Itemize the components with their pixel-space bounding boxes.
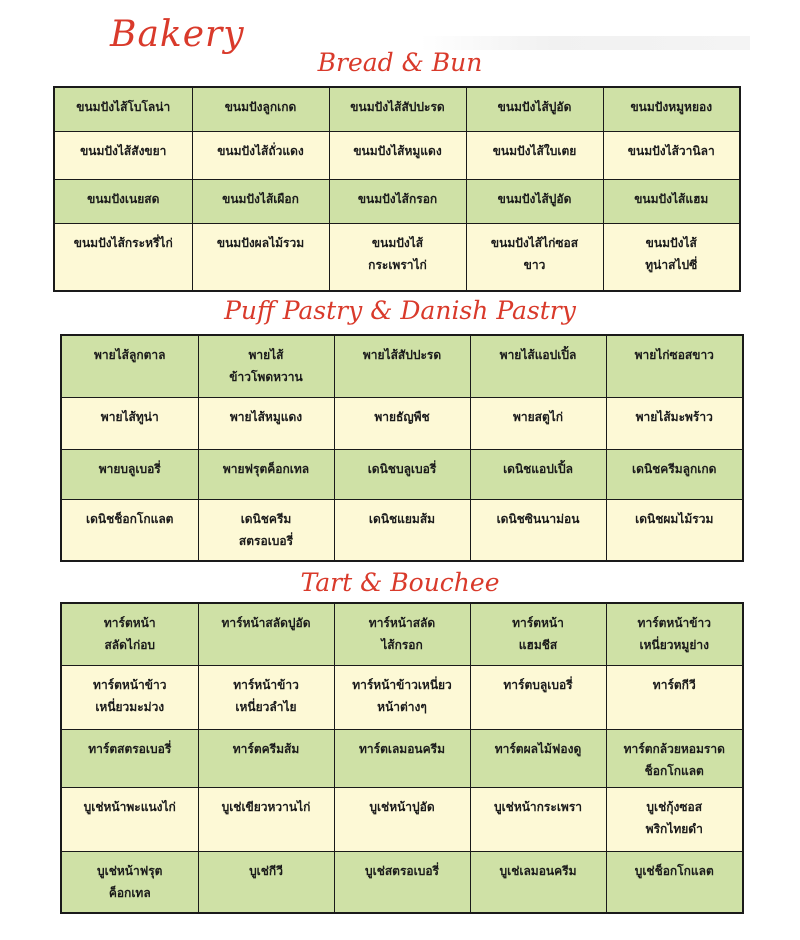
menu-cell: บูเช่กีวี	[198, 851, 334, 913]
menu-cell: ขนมปังไส้ กระเพราไก่	[329, 223, 466, 291]
menu-cell: ขนมปังไส้สัปปะรด	[329, 87, 466, 131]
menu-cell: ขนมปังไส้วานิลา	[603, 131, 740, 179]
tart-bouchee-table	[60, 602, 744, 914]
menu-cell: ทาร์หน้าข้าวเหนี่ยว หน้าต่างๆ	[334, 665, 470, 729]
menu-cell: ทาร์ตเลมอนครีม	[334, 729, 470, 787]
table-row	[61, 397, 743, 449]
menu-cell: ทาร์ตผลไม้ฟองดู	[470, 729, 606, 787]
menu-cell: เดนิชแยมส้ม	[334, 499, 470, 561]
section-heading-puff-danish: Puff Pastry & Danish Pastry	[224, 296, 576, 325]
table-row	[54, 179, 740, 223]
menu-cell: พายไส้ทูน่า	[61, 397, 198, 449]
menu-cell: บูเช่หน้าฟรุต ค็อกเทล	[61, 851, 198, 913]
menu-cell: ขนมปังเนยสด	[54, 179, 192, 223]
table-row	[61, 787, 743, 851]
menu-cell: พายไส้มะพร้าว	[606, 397, 743, 449]
menu-cell: เดนิชแอปเปิ้ล	[470, 449, 606, 499]
menu-cell: ขนมปังไส้หมูแดง	[329, 131, 466, 179]
menu-cell: บูเช่เขียวหวานไก่	[198, 787, 334, 851]
menu-cell: บูเช่เลมอนครีม	[470, 851, 606, 913]
menu-cell: บูเช่หน้ากระเพรา	[470, 787, 606, 851]
menu-cell: ทาร์ตกล้วยหอมราด ช็อกโกแลต	[606, 729, 743, 787]
menu-cell: เดนิชบลูเบอรี่	[334, 449, 470, 499]
menu-cell: พายไส้แอปเปิ้ล	[470, 335, 606, 397]
menu-cell: ขนมปังลูกเกด	[192, 87, 329, 131]
menu-cell: ทาร์ตบลูเบอรี่	[470, 665, 606, 729]
menu-cell: ขนมปังผลไม้รวม	[192, 223, 329, 291]
menu-cell: ขนมปังไส้เผือก	[192, 179, 329, 223]
menu-cell: ทาร์ตหน้า สลัดไก่อบ	[61, 603, 198, 665]
menu-cell: ทาร์ตหน้า แฮมชีส	[470, 603, 606, 665]
menu-cell: เดนิชช็อกโกแลต	[61, 499, 198, 561]
menu-cell: ทาร์ตหน้าข้าว เหนี่ยวหมูย่าง	[606, 603, 743, 665]
menu-cell: พายบลูเบอรี่	[61, 449, 198, 499]
menu-cell: ขนมปังไส้ถั่วแดง	[192, 131, 329, 179]
menu-cell: เดนิชซินนาม่อน	[470, 499, 606, 561]
menu-cell: ขนมปังไส้ไก่ซอส ขาว	[466, 223, 603, 291]
menu-cell: บูเช่หน้าพะแนงไก่	[61, 787, 198, 851]
table-row	[61, 499, 743, 561]
menu-cell: ขนมปังไส้ปูอัด	[466, 179, 603, 223]
menu-cell: ขนมปังไส้ ทูน่าสไปซี่	[603, 223, 740, 291]
menu-cell: ทาร์ตครีมส้ม	[198, 729, 334, 787]
section-heading-tart-bouchee: Tart & Bouchee	[300, 568, 500, 597]
menu-cell: ขนมปังไส้โบโลน่า	[54, 87, 192, 131]
table-row	[54, 131, 740, 179]
table-row	[61, 851, 743, 913]
puff-danish-table	[60, 334, 744, 562]
menu-cell: ขนมปังไส้ปูอัด	[466, 87, 603, 131]
table-row	[61, 665, 743, 729]
menu-cell: เดนิชครีม สตรอเบอรี่	[198, 499, 334, 561]
menu-cell: บูเช่กุ้งซอส พริกไทยดำ	[606, 787, 743, 851]
menu-cell: บูเช่หน้าปูอัด	[334, 787, 470, 851]
menu-cell: ทาร์ตสตรอเบอรี่	[61, 729, 198, 787]
menu-cell: พายไส้ลูกตาล	[61, 335, 198, 397]
table-row	[54, 223, 740, 291]
menu-cell: ทาร์ตกีวี	[606, 665, 743, 729]
menu-cell: ทาร์หน้าสลัด ไส้กรอก	[334, 603, 470, 665]
table-row	[54, 87, 740, 131]
menu-cell: ทาร์ตหน้าข้าว เหนี่ยวมะม่วง	[61, 665, 198, 729]
menu-cell: พายไส้สัปปะรด	[334, 335, 470, 397]
table-row	[61, 729, 743, 787]
menu-cell: พายไก่ซอสขาว	[606, 335, 743, 397]
menu-cell: บูเช่สตรอเบอรี่	[334, 851, 470, 913]
menu-cell: ขนมปังไส้กรอก	[329, 179, 466, 223]
menu-cell: พายฟรุตค็อกเทล	[198, 449, 334, 499]
page-title: Bakery	[110, 14, 245, 55]
menu-cell: พายไส้หมูแดง	[198, 397, 334, 449]
menu-cell: ทาร์หน้าสลัดปูอัด	[198, 603, 334, 665]
menu-cell: ขนมปังไส้แฮม	[603, 179, 740, 223]
table-row	[61, 335, 743, 397]
section-heading-bread-bun: Bread & Bun	[317, 48, 483, 77]
menu-cell: ขนมปังไส้กระหรี่ไก่	[54, 223, 192, 291]
menu-cell: ขนมปังไส้ใบเตย	[466, 131, 603, 179]
menu-cell: ขนมปังหมูหยอง	[603, 87, 740, 131]
table-row	[61, 603, 743, 665]
menu-cell: บูเช่ช็อกโกแลต	[606, 851, 743, 913]
menu-cell: ทาร์หน้าข้าว เหนี่ยวลำไย	[198, 665, 334, 729]
menu-cell: เดนิชผมไม้รวม	[606, 499, 743, 561]
bread-bun-table	[53, 86, 741, 292]
menu-cell: พายสตูไก่	[470, 397, 606, 449]
menu-cell: เดนิชครีมลูกเกด	[606, 449, 743, 499]
menu-cell: พายไส้ ข้าวโพดหวาน	[198, 335, 334, 397]
table-row	[61, 449, 743, 499]
menu-cell: ขนมปังไส้สังขยา	[54, 131, 192, 179]
menu-cell: พายธัญพืช	[334, 397, 470, 449]
